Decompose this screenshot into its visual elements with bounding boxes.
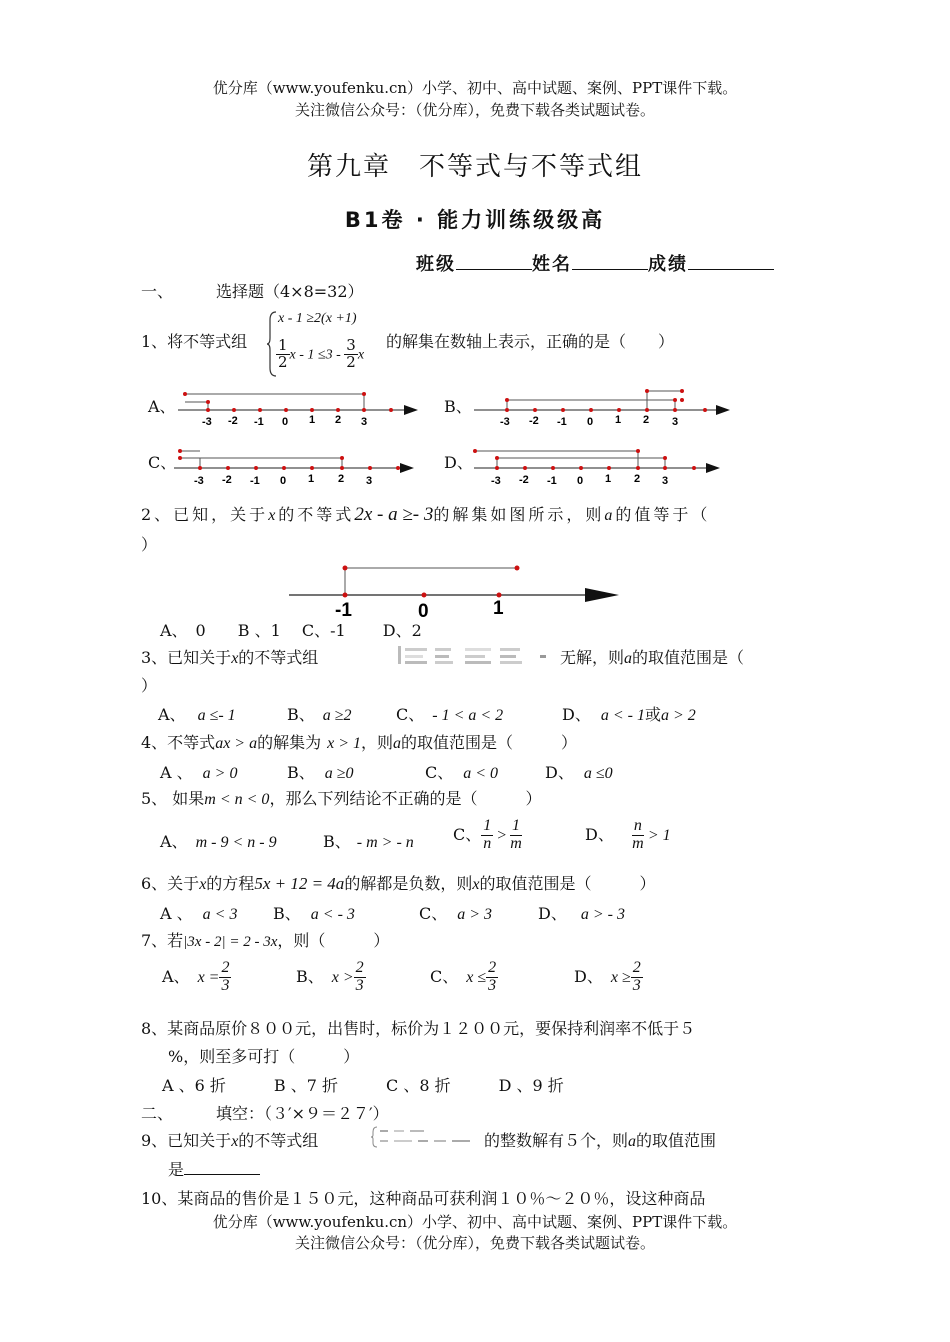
name-label: 姓名 (532, 254, 572, 275)
q1-numberline-a (170, 384, 425, 432)
q3-option-c[interactable]: C、 - 1 < a < 2 (396, 705, 504, 724)
q6-option-d[interactable]: D、 a > - 3 (538, 904, 625, 923)
page-subtitle: B1卷 · 能力训练级级高 (344, 208, 606, 232)
tick-label: -1 (254, 416, 264, 428)
dot (183, 392, 187, 396)
q2-tick-label: 0 (418, 601, 429, 622)
q1-numberline-c (170, 442, 425, 490)
q2-line-1: 2、已知，关于x的不等式2x - a ≥- 3的解集如图所示，则a的值等于（ (141, 504, 711, 525)
q3-line-2: ） (141, 676, 158, 695)
header-line-2: 关注微信公众号：（优分库），免费下载各类试题试卷。 (294, 101, 655, 119)
q1-option-c-label[interactable]: C、 (148, 453, 177, 472)
tick-label: -3 (202, 416, 212, 428)
svg-text:-1: -1 (557, 416, 567, 428)
section2-num: 二、 (141, 1104, 174, 1123)
svg-text:-1: -1 (250, 475, 260, 487)
dot (206, 400, 210, 404)
q2-tick-label: -1 (335, 600, 352, 621)
q5-line: 5、 如果m < n < 0，那么下列结论不正确的是（ ） (141, 789, 542, 808)
q4-option-d[interactable]: D、 a ≤0 (545, 763, 613, 782)
q7-option-b[interactable]: B、 x > $\frac{2}{3}$ (296, 959, 364, 994)
q10-line-1: 10、某商品的售价是１５０元，这种商品可获利润１０％～２０％，设这种商品 (141, 1189, 706, 1208)
q9-inequality-system-image (370, 1124, 482, 1150)
svg-text:2: 2 (643, 414, 650, 426)
q3-inequality-system-image (395, 642, 555, 668)
q8-line-1: 8、某商品原价８００元，出售时，标价为１２００元，要保持利润率不低于５ (141, 1019, 696, 1038)
q5-option-a[interactable]: A、 m - 9 < n - 9 (160, 832, 277, 851)
q7-option-d[interactable]: D、 x ≥ $\frac{2}{3}$ (574, 959, 641, 994)
q3-line-1: 3、已知关于x的不等式组 (141, 648, 319, 667)
q5-option-b[interactable]: B、 - m > - n (323, 832, 414, 851)
q9-line-1-suffix: 的整数解有５个，则a的取值范围 (484, 1131, 717, 1150)
header-line-1: 优分库（www.youfenku.cn）小学、初中、高中试题、案例、PPT课件下载。 (212, 79, 738, 97)
section1-title: 选择题（4×8=32） (216, 282, 364, 301)
svg-text:-3: -3 (194, 475, 204, 487)
svg-text:1: 1 (308, 473, 315, 485)
q1-half: $\frac{1}{2}$ (278, 336, 288, 371)
svg-text:2: 2 (338, 473, 345, 485)
svg-text:3: 3 (672, 416, 679, 428)
svg-text:0: 0 (587, 416, 594, 428)
q4-option-a[interactable]: A 、 a > 0 (160, 763, 238, 782)
section2-title: 填空：（３′×９＝２７′） (216, 1104, 389, 1123)
student-info (416, 250, 774, 276)
q3-option-d[interactable]: D、 a < - 1或a > 2 (562, 705, 696, 724)
ticks-a (202, 408, 393, 428)
q4-option-b[interactable]: B、 a ≥0 (287, 763, 354, 782)
q8-line-2: %，则至多可打（ ） (168, 1047, 360, 1066)
q7-option-c[interactable]: C、 x ≤ $\frac{2}{3}$ (430, 959, 497, 994)
q9-line-1: 9、已知关于x的不等式组 (141, 1131, 319, 1150)
svg-text:-3: -3 (500, 416, 510, 428)
tick-label: 3 (361, 416, 368, 428)
q3-option-b[interactable]: B、 a ≥2 (287, 705, 352, 724)
section1-num: 一、 (141, 282, 174, 301)
svg-text:-2: -2 (222, 474, 232, 486)
svg-text:1: 1 (605, 473, 612, 485)
q4-option-c[interactable]: C、 a < 0 (425, 763, 499, 782)
q9-answer-blank[interactable] (184, 1174, 260, 1175)
ticks-d (491, 466, 696, 487)
tick-label: -2 (228, 415, 238, 427)
q2-options[interactable]: A、 0 B 、1 C、-1 D、2 (160, 621, 422, 640)
q1-option-b-label[interactable]: B、 (444, 397, 472, 416)
q1-suffix: 的解集在数轴上表示，正确的是（ ） (386, 332, 675, 351)
q3-option-a[interactable]: A、 a ≤- 1 (158, 705, 236, 724)
tick-label: 1 (309, 414, 316, 426)
page-title: 第九章 不等式与不等式组 (306, 152, 643, 182)
q8-options[interactable]: A 、6 折 B 、7 折 C 、8 折 D 、9 折 (162, 1076, 564, 1095)
q4-line: 4、不等式ax > a的解集为 x > 1，则a的取值范围是（ ） (141, 733, 578, 752)
tick-label: 0 (282, 416, 289, 428)
footer-line-1: 优分库（www.youfenku.cn）小学、初中、高中试题、案例、PPT课件下载。 (212, 1213, 738, 1231)
q1-option-d-label[interactable]: D、 (444, 453, 473, 472)
name-blank[interactable] (572, 269, 648, 270)
q5-option-d[interactable]: D、 $\frac{n}{m}$ > 1 (585, 817, 671, 852)
svg-text:0: 0 (280, 475, 287, 487)
class-blank[interactable] (456, 269, 532, 270)
score-blank[interactable] (688, 269, 774, 270)
svg-text:1: 1 (615, 414, 622, 426)
svg-text:-3: -3 (491, 475, 501, 487)
q9-line-2: 是 (168, 1157, 260, 1180)
svg-text:3: 3 (366, 475, 373, 487)
q6-option-c[interactable]: C、 a > 3 (419, 904, 493, 923)
q6-option-b[interactable]: B、 a < - 3 (273, 904, 355, 923)
footer-line-2: 关注微信公众号：（优分库），免费下载各类试题试卷。 (294, 1234, 655, 1252)
q2-numberline (285, 560, 625, 622)
svg-text:3: 3 (662, 475, 669, 487)
class-label: 班级 (416, 254, 456, 275)
svg-text:-2: -2 (519, 474, 529, 486)
dot (362, 392, 366, 396)
score-label: 成绩 (648, 254, 688, 275)
ticks-b (500, 408, 707, 428)
q7-option-a[interactable]: A、 x = $\frac{2}{3}$ (162, 959, 230, 994)
svg-text:-1: -1 (547, 475, 557, 487)
svg-text:0: 0 (577, 475, 584, 487)
tick-label: 2 (335, 414, 342, 426)
q6-option-a[interactable]: A 、 a < 3 (160, 904, 238, 923)
ticks-c (194, 466, 400, 487)
q1-option-a-label[interactable]: A、 (148, 397, 176, 416)
q1-numberline-d (470, 442, 725, 490)
q5-option-c[interactable]: C、 $\frac{1}{n}$ > $\frac{1}{m}$ (453, 817, 522, 852)
svg-text:2: 2 (634, 473, 641, 485)
q7-line: 7、若|3x - 2| = 2 - 3x，则（ ） (141, 931, 390, 950)
svg-text:-2: -2 (529, 415, 539, 427)
q2-line-2: ） (141, 535, 158, 554)
q1-prefix: 1、将不等式组 (141, 332, 248, 351)
q1-numberline-b (470, 384, 735, 432)
q3-line-1-suffix: 无解，则a的取值范围是（ (560, 648, 745, 667)
q6-line: 6、关于x的方程5x + 12 = 4a的解都是负数，则x的取值范围是（ ） (141, 874, 656, 893)
q1-system-line-2: $\frac{1}{2}$ x - 1 ≤3 - $\frac{3}{2}$ x (278, 336, 365, 371)
q1-system-line-1: x - 1 ≥2(x +1) (278, 311, 357, 326)
q2-tick-label: 1 (493, 598, 504, 619)
